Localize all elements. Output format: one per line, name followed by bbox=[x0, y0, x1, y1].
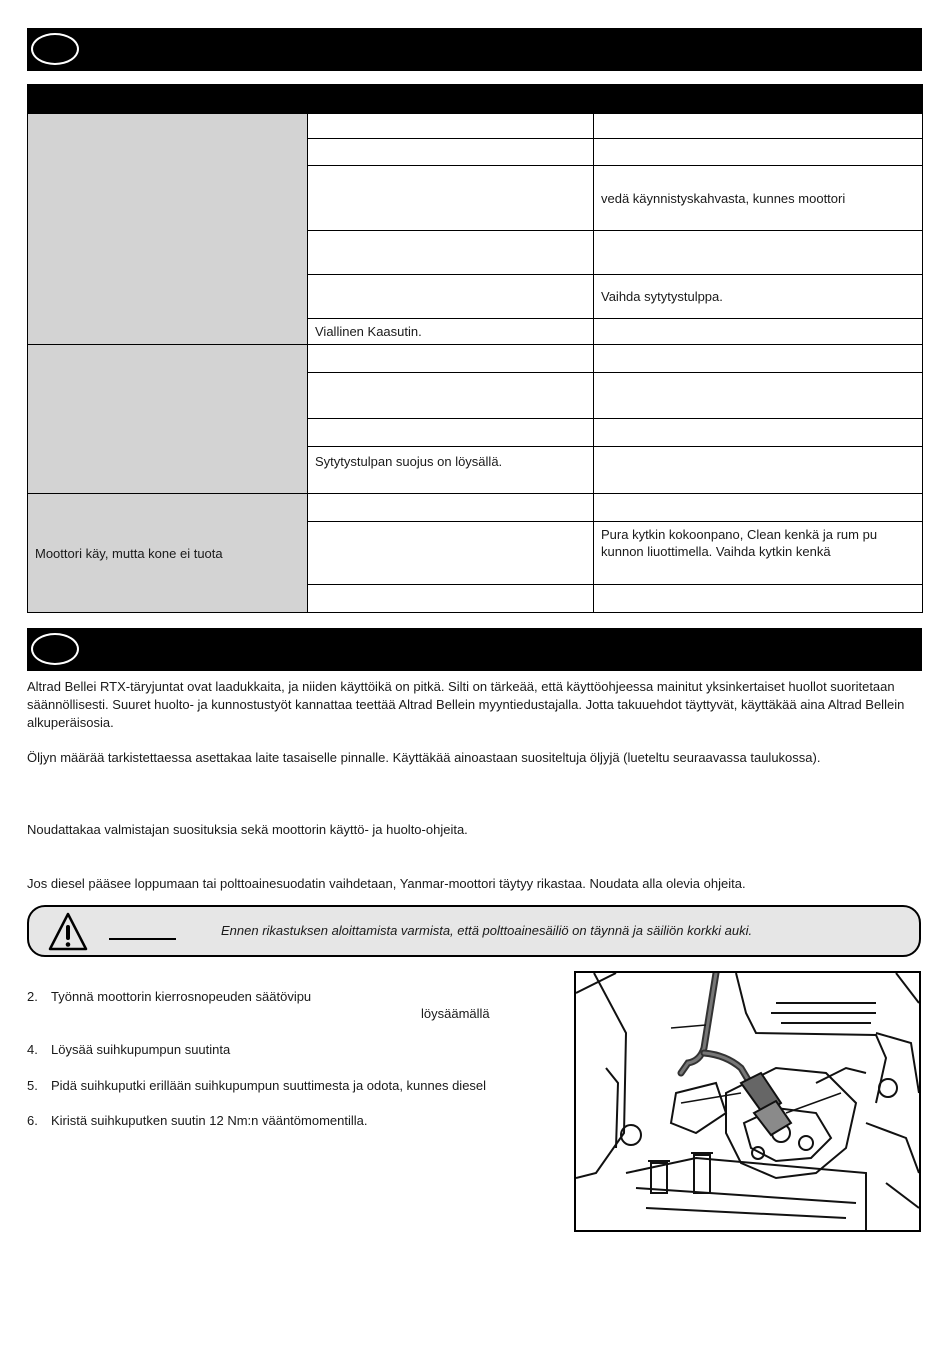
remedy-cell: vedä käynnistyskahvasta, kunnes moottori bbox=[594, 166, 923, 231]
warning-text: Ennen rikastuksen aloittamista varmista, että polttoainesäiliö on täynnä ja säiliön korkki auki. bbox=[221, 923, 753, 938]
language-badge bbox=[31, 33, 79, 65]
priming-intro-paragraph: Jos diesel pääsee loppumaan tai polttoainesuodatin vaihdetaan, Yanmar-moottori täytyy rikastaa. Noudata alla olevia ohjeita. bbox=[27, 876, 746, 891]
step-item bbox=[27, 1077, 486, 1095]
header-remedy bbox=[594, 85, 923, 114]
step-text: Pidä suihkuputki erillään suihkupumpun suuttimesta ja odota, kunnes diesel bbox=[51, 1078, 487, 1093]
remedy-cell bbox=[594, 419, 923, 447]
cause-cell bbox=[308, 373, 594, 419]
cause-cell bbox=[308, 494, 594, 522]
step-text: Löysää suihkupumpun suutinta bbox=[51, 1042, 231, 1057]
symptom-cell bbox=[28, 345, 308, 494]
step-number: 6. bbox=[27, 1113, 38, 1128]
step-number: 5. bbox=[27, 1078, 38, 1093]
remedy-cell bbox=[594, 494, 923, 522]
cause-cell bbox=[308, 114, 594, 139]
warning-label-underline bbox=[109, 938, 176, 940]
manufacturer-advice-paragraph: Noudattakaa valmistajan suosituksia sekä moottorin käyttö- ja huolto-ohjeita. bbox=[27, 822, 468, 837]
cause-cell bbox=[308, 522, 594, 585]
table-row bbox=[28, 494, 923, 522]
step-text: Työnnä moottorin kierrosnopeuden säätövipu bbox=[51, 989, 312, 1004]
cause-cell bbox=[308, 275, 594, 319]
maintenance-intro: Altrad Bellei RTX-täryjuntat ovat laadukkaita, ja niiden käyttöikä on pitkä. Silti on tärkeää, että käyttöohjeessa mainitut yksinkertaiset huollot suoritetaan säännöllisesti. Suuret huolto- ja kunnostustyöt kannattaa teettää Altrad Bellein myyntiedustajalla. Jotta takuuehdot täyttyvät, käyttäkää aina Altrad Bellein alkuperäisosia. bbox=[27, 679, 905, 730]
warning-box bbox=[27, 905, 921, 957]
remedy-cell bbox=[594, 231, 923, 275]
symptom-cell: Moottori käy, mutta kone ei tuota bbox=[28, 494, 308, 613]
step-item bbox=[27, 1112, 368, 1130]
fuel-injector-illustration bbox=[574, 971, 921, 1232]
language-badge bbox=[31, 633, 79, 665]
cause-cell bbox=[308, 231, 594, 275]
step-text: Kiristä suihkuputken suutin 12 Nm:n vääntömomentilla. bbox=[51, 1113, 368, 1128]
remedy-cell bbox=[594, 447, 923, 494]
remedy-cell bbox=[594, 114, 923, 139]
table-row bbox=[28, 114, 923, 139]
cause-cell: Sytytystulpan suojus on löysällä. bbox=[308, 447, 594, 494]
remedy-cell bbox=[594, 319, 923, 345]
remedy-cell bbox=[594, 139, 923, 166]
header-symptom bbox=[28, 85, 308, 114]
remedy-cell bbox=[594, 345, 923, 373]
cause-cell bbox=[308, 419, 594, 447]
cause-cell bbox=[308, 585, 594, 613]
cause-cell bbox=[308, 139, 594, 166]
cause-cell: Viallinen Kaasutin. bbox=[308, 319, 594, 345]
troubleshooting-header-bar bbox=[27, 28, 922, 71]
step-number: 2. bbox=[27, 989, 38, 1004]
table-header-row bbox=[28, 85, 923, 114]
step-number: 4. bbox=[27, 1042, 38, 1057]
warning-triangle-icon bbox=[47, 911, 89, 953]
table-row bbox=[28, 345, 923, 373]
step-2-continuation: löysäämällä bbox=[421, 1006, 490, 1021]
step-item bbox=[27, 988, 311, 1006]
remedy-cell bbox=[594, 373, 923, 419]
header-cause bbox=[308, 85, 594, 114]
oil-check-paragraph: Öljyn määrää tarkistettaessa asettakaa laite tasaiselle pinnalle. Käyttäkää ainoastaan suositeltuja öljyjä (lueteltu seuraavassa taulukossa). bbox=[27, 750, 821, 765]
remedy-cell: Vaihda sytytystulppa. bbox=[594, 275, 923, 319]
symptom-cell bbox=[28, 114, 308, 345]
troubleshooting-table bbox=[27, 84, 923, 613]
cause-cell bbox=[308, 345, 594, 373]
cause-cell bbox=[308, 166, 594, 231]
step-item bbox=[27, 1041, 230, 1059]
engine-drawing bbox=[576, 973, 919, 1230]
remedy-cell bbox=[594, 585, 923, 613]
remedy-cell: Pura kytkin kokoonpano, Clean kenkä ja rum pu kunnon liuottimella. Vaihda kytkin kenkä bbox=[594, 522, 923, 585]
maintenance-header-bar bbox=[27, 628, 922, 671]
